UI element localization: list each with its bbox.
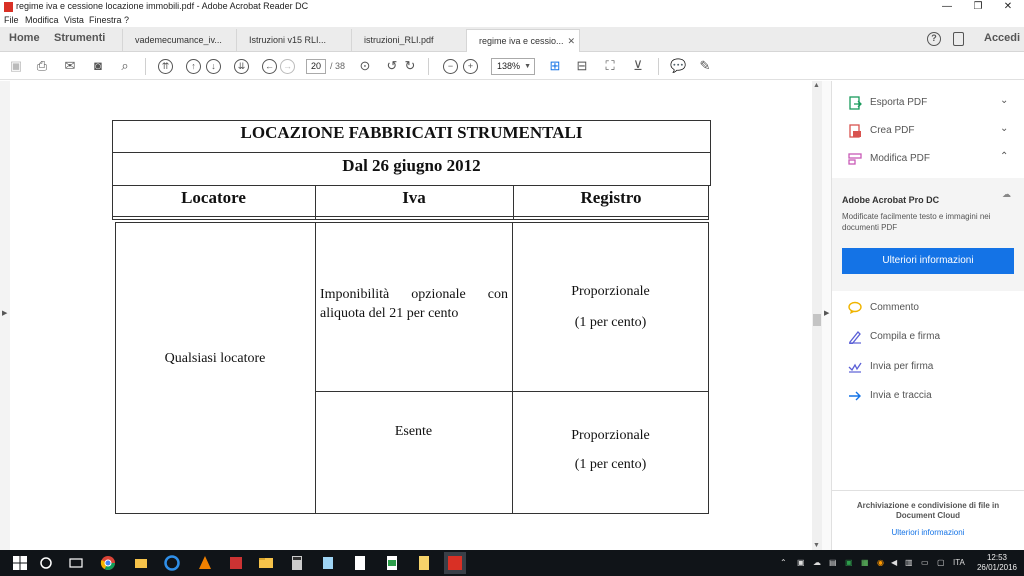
doc-tab-active[interactable] xyxy=(466,29,580,52)
windows-start-icon[interactable] xyxy=(12,555,28,571)
keyboard-language[interactable]: ITA xyxy=(953,558,965,567)
header-iva: Iva xyxy=(402,188,426,207)
edge-icon[interactable] xyxy=(164,555,180,571)
zoom-value: 138% xyxy=(497,61,521,71)
first-page-icon[interactable]: ⇈ xyxy=(158,59,173,74)
cell-locatore: Qualsiasi locatore xyxy=(164,351,266,366)
promo-box xyxy=(832,178,1024,291)
create-pdf-icon xyxy=(848,124,862,138)
send-track-icon xyxy=(848,389,862,403)
cell-iva-line: Imponibilità opzionale con xyxy=(320,287,508,302)
chevron-right-icon: ▶ xyxy=(2,310,8,317)
back-view-icon[interactable]: ← xyxy=(262,59,277,74)
divider xyxy=(112,216,709,217)
zoom-out-icon[interactable]: − xyxy=(443,59,458,74)
title-bar xyxy=(0,0,1024,14)
app-icon[interactable] xyxy=(228,555,244,571)
notepad-icon[interactable] xyxy=(320,555,336,571)
scroll-mode-icon[interactable]: ⊟ xyxy=(576,58,588,73)
home-tab[interactable]: Home xyxy=(9,32,40,44)
close-tab-icon[interactable]: ✕ xyxy=(567,36,575,46)
tab-bar xyxy=(0,27,1024,52)
document-icon[interactable] xyxy=(352,555,368,571)
tool-label: Crea PDF xyxy=(870,125,915,136)
right-panel-toggle[interactable] xyxy=(822,81,832,550)
divider xyxy=(315,391,709,392)
network-icon[interactable]: ▥ xyxy=(905,558,913,567)
divider xyxy=(315,222,316,514)
tool-label: Esporta PDF xyxy=(870,97,928,108)
cell-registro-line: Proporzionale xyxy=(571,428,650,443)
menu-bar xyxy=(0,14,1024,27)
cell-iva-line: aliquota del 21 per cento xyxy=(320,306,459,321)
header-locatore: Locatore xyxy=(181,188,246,207)
onedrive-icon[interactable]: ☁ xyxy=(813,558,821,567)
cell-iva-line: Esente xyxy=(394,424,433,439)
cortana-icon[interactable] xyxy=(38,555,54,571)
windows-taskbar xyxy=(0,550,1024,576)
tray-app-icon[interactable]: ▣ xyxy=(845,558,853,567)
toolbar-separator xyxy=(145,58,146,75)
tab-label: regime iva e cessio... xyxy=(479,36,564,46)
cloud-more-info-link[interactable]: Ulteriori informazioni xyxy=(891,528,965,537)
document-cloud-icon: ☁ xyxy=(1002,189,1011,199)
tool-label: Commento xyxy=(870,302,919,313)
clock-date: 26/01/2016 xyxy=(976,563,1018,572)
mobile-link-icon[interactable] xyxy=(953,32,964,46)
edit-pdf-icon xyxy=(848,152,862,166)
next-page-icon[interactable]: ↓ xyxy=(206,59,221,74)
table-title: LOCAZIONE FABBRICATI STRUMENTALI xyxy=(240,123,583,142)
tools-pane xyxy=(832,81,1024,550)
close-window-button[interactable]: ✕ xyxy=(1003,1,1013,12)
tool-label: Modifica PDF xyxy=(870,153,931,164)
forward-view-icon[interactable]: → xyxy=(280,59,295,74)
file-explorer-icon[interactable] xyxy=(258,555,274,571)
search-icon[interactable]: ⌕ xyxy=(121,58,129,73)
email-icon[interactable]: ✉ xyxy=(64,58,76,73)
chevron-down-icon[interactable]: ⌄ xyxy=(1000,95,1009,106)
promo-title: Adobe Acrobat Pro DC xyxy=(842,195,940,205)
vertical-scrollbar[interactable] xyxy=(812,81,822,550)
left-panel-toggle[interactable] xyxy=(0,81,10,550)
acrobat-logo-icon xyxy=(4,2,13,12)
toolbar xyxy=(0,53,1024,80)
acrobat-taskbar-icon[interactable] xyxy=(444,552,466,574)
help-icon[interactable]: ? xyxy=(927,32,941,46)
chevron-right-icon: ▶ xyxy=(824,310,830,317)
task-view-icon[interactable] xyxy=(68,555,84,571)
zoom-select[interactable] xyxy=(491,58,535,75)
battery-icon[interactable]: ▭ xyxy=(921,558,929,567)
save-icon[interactable]: ▣ xyxy=(9,58,23,73)
prev-page-icon[interactable]: ↑ xyxy=(186,59,201,74)
rotate-right-icon[interactable]: ↻ xyxy=(404,58,416,73)
divider xyxy=(112,152,711,153)
cell-registro-line: (1 per cento) xyxy=(574,457,647,472)
chevron-up-icon[interactable]: ⌃ xyxy=(1000,151,1009,162)
tray-app-icon[interactable]: ▤ xyxy=(829,558,837,567)
tab-label: vademecumance_iv... xyxy=(135,35,222,45)
tray-overflow-icon[interactable]: ⌃ xyxy=(780,558,787,567)
tools-tab[interactable]: Strumenti xyxy=(54,32,106,44)
tray-app-icon[interactable]: ◉ xyxy=(877,558,884,567)
action-center-icon[interactable]: ▢ xyxy=(937,558,945,567)
last-page-icon[interactable]: ⇊ xyxy=(234,59,249,74)
doc-tab[interactable] xyxy=(351,29,466,52)
header-registro: Registro xyxy=(580,188,642,207)
scroll-thumb[interactable] xyxy=(813,314,821,326)
explorer-app-icon[interactable] xyxy=(133,555,149,571)
spreadsheet-icon[interactable] xyxy=(384,555,400,571)
menu-file[interactable]: File xyxy=(4,15,19,25)
cell-registro-line: (1 per cento) xyxy=(574,315,647,330)
chevron-down-icon: ▼ xyxy=(524,63,531,70)
print-icon[interactable]: ⎙ xyxy=(36,58,48,73)
table-subtitle: Dal 26 giugno 2012 xyxy=(342,156,481,175)
zoom-in-icon[interactable]: + xyxy=(463,59,478,74)
clock-time: 12:53 xyxy=(986,553,1008,562)
toolbar-separator xyxy=(428,58,429,75)
signin-link[interactable]: Accedi xyxy=(984,32,1021,44)
scroll-down-icon[interactable]: ▼ xyxy=(813,542,820,549)
minimize-button[interactable]: — xyxy=(942,1,952,12)
fill-sign-icon xyxy=(848,330,862,344)
menu-finestra[interactable]: Finestra xyxy=(89,15,122,25)
tray-app-icon[interactable]: ▦ xyxy=(861,558,869,567)
page-total: / 38 xyxy=(330,61,346,71)
fullscreen-icon[interactable]: ⛶ xyxy=(605,58,615,73)
window-title: regime iva e cessione locazione immobili.pdf - Adobe Acrobat Reader DC xyxy=(16,1,309,11)
snapshot-icon[interactable]: ◙ xyxy=(94,58,102,73)
maximize-button[interactable]: ❐ xyxy=(973,1,983,12)
send-sign-icon xyxy=(848,360,862,374)
comment-icon[interactable]: 💬 xyxy=(670,58,687,73)
zoom-tool-icon[interactable]: ⊙ xyxy=(359,58,371,73)
fit-page-icon[interactable]: ⊞ xyxy=(549,58,561,73)
menu-vista[interactable]: Vista xyxy=(64,15,84,25)
tool-label: Invia per firma xyxy=(870,361,934,372)
highlight-icon[interactable]: ✎ xyxy=(699,58,711,73)
menu-help[interactable]: ? xyxy=(124,15,130,25)
tab-label: Istruzioni v15 RLI... xyxy=(249,35,327,45)
tray-app-icon[interactable]: ▣ xyxy=(797,558,805,567)
comment-icon xyxy=(848,301,862,315)
system-clock[interactable] xyxy=(976,553,1018,573)
doc-tab[interactable] xyxy=(236,29,351,52)
doc-tab[interactable] xyxy=(122,29,236,52)
volume-icon[interactable]: ◀ xyxy=(891,558,898,567)
vlc-icon[interactable] xyxy=(197,555,213,571)
rotate-left-icon[interactable]: ↺ xyxy=(386,58,398,73)
calculator-icon[interactable] xyxy=(289,555,305,571)
chevron-down-icon[interactable]: ⌄ xyxy=(1000,123,1009,134)
tool-label: Compila e firma xyxy=(870,331,941,342)
tool-label: Invia e traccia xyxy=(870,390,932,401)
read-mode-icon[interactable]: ⊻ xyxy=(633,58,643,73)
menu-modifica[interactable]: Modifica xyxy=(25,15,59,25)
promo-description: Modificate facilmente testo e immagini nei documenti PDF xyxy=(842,212,991,232)
toolbar-separator xyxy=(658,58,659,75)
archive-icon[interactable] xyxy=(416,555,432,571)
divider xyxy=(832,490,1024,491)
page-number-input[interactable]: 20 xyxy=(306,59,326,74)
more-info-button[interactable]: Ulteriori informazioni xyxy=(842,248,1014,274)
cell-registro-line: Proporzionale xyxy=(571,284,650,299)
export-pdf-icon xyxy=(848,96,862,110)
chrome-icon[interactable] xyxy=(100,555,116,571)
cloud-promo-text: Archiviazione e condivisione di file in Document Cloud xyxy=(856,501,1000,520)
scroll-up-icon[interactable]: ▲ xyxy=(813,82,820,89)
tab-label: istruzioni_RLI.pdf xyxy=(364,35,434,45)
